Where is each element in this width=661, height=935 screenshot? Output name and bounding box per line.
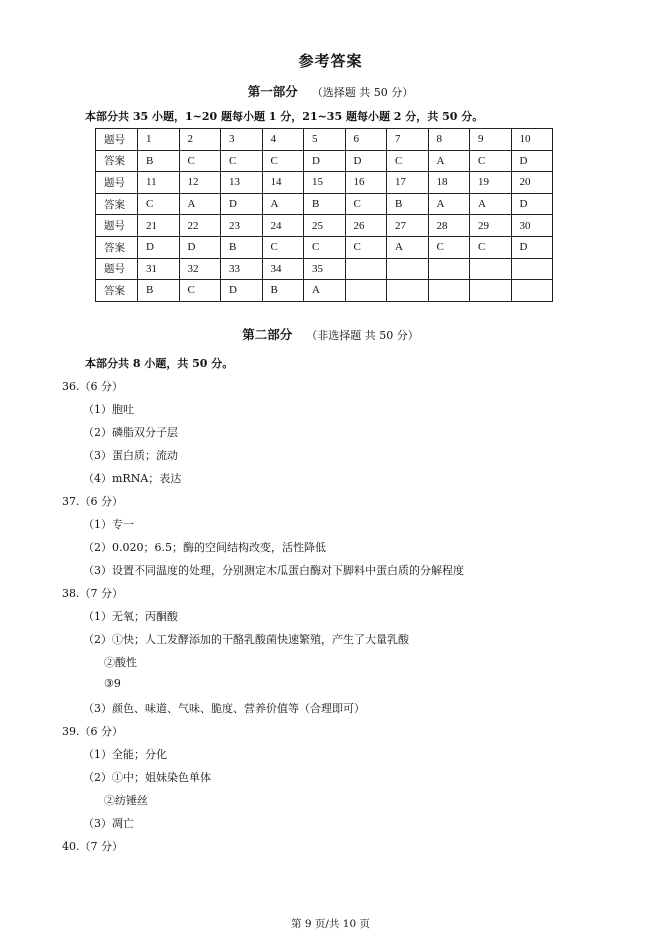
answer-cell: D (221, 280, 263, 302)
question-number-cell: 26 (345, 215, 387, 237)
answer-cell (511, 280, 553, 302)
question-number-cell: 24 (262, 215, 304, 237)
answer-table (95, 128, 553, 302)
question-number-cell: 21 (138, 215, 180, 237)
row-label: 题号 (96, 258, 138, 280)
answer-line: （2）0.020；6.5；酶的空间结构改变，活性降低 (83, 541, 326, 554)
answer-cell: C (345, 193, 387, 215)
answer-cell: C (304, 236, 346, 258)
part2-instruction: 本部分共 8 小题，共 50 分。 (85, 357, 234, 370)
page-footer: 第 9 页/共 10 页 (291, 918, 370, 930)
question-number-cell: 27 (387, 215, 429, 237)
row-label: 题号 (96, 215, 138, 237)
question-number-row (96, 215, 553, 237)
answer-row (96, 280, 553, 302)
answer-line: （1）全能；分化 (83, 748, 167, 761)
question-number-cell: 1 (138, 129, 180, 151)
answer-row (96, 150, 553, 172)
answer-cell: B (138, 150, 180, 172)
question-number-cell: 17 (387, 172, 429, 194)
part2-heading-row (0, 325, 661, 343)
row-label: 答案 (96, 193, 138, 215)
answer-cell (387, 280, 429, 302)
question-number-cell: 13 (221, 172, 263, 194)
row-label: 题号 (96, 129, 138, 151)
answer-line: ②纺锤丝 (104, 794, 148, 807)
answer-cell (428, 280, 470, 302)
answer-cell: D (138, 236, 180, 258)
question-number-row (96, 129, 553, 151)
part2-heading: 第二部分 (242, 327, 293, 342)
answer-line: ③9 (104, 677, 121, 690)
answer-line: （2）①快；人工发酵添加的干酪乳酸菌快速繁殖，产生了大量乳酸 (83, 633, 409, 646)
row-label: 题号 (96, 172, 138, 194)
question-number-cell: 30 (511, 215, 553, 237)
question-number-cell (345, 258, 387, 280)
answer-cell: D (511, 236, 553, 258)
question-number-cell: 34 (262, 258, 304, 280)
answer-cell: D (179, 236, 221, 258)
answer-cell: D (345, 150, 387, 172)
answer-row (96, 193, 553, 215)
question-number-row (96, 258, 553, 280)
question-number-cell: 12 (179, 172, 221, 194)
answer-cell: B (138, 280, 180, 302)
row-label: 答案 (96, 150, 138, 172)
question-number-cell: 2 (179, 129, 221, 151)
page-title: 参考答案 (298, 52, 363, 70)
answer-cell: C (470, 236, 512, 258)
answer-line: ②酸性 (104, 656, 137, 669)
answer-cell: C (345, 236, 387, 258)
question-number-cell (470, 258, 512, 280)
answer-row (96, 236, 553, 258)
question-number-cell (387, 258, 429, 280)
answer-cell: B (304, 193, 346, 215)
row-label: 答案 (96, 236, 138, 258)
question-number-cell: 28 (428, 215, 470, 237)
question-number-cell: 33 (221, 258, 263, 280)
question-number-cell: 20 (511, 172, 553, 194)
question-number-cell: 6 (345, 129, 387, 151)
question-number-cell: 29 (470, 215, 512, 237)
answer-cell: D (304, 150, 346, 172)
question-number-cell: 3 (221, 129, 263, 151)
question-number-cell: 14 (262, 172, 304, 194)
question-header: 38.（7 分） (62, 587, 123, 600)
answer-cell: C (138, 193, 180, 215)
question-number-cell: 15 (304, 172, 346, 194)
answer-cell: B (262, 280, 304, 302)
answer-cell: C (221, 150, 263, 172)
question-header: 37.（6 分） (62, 495, 123, 508)
answer-cell: A (304, 280, 346, 302)
question-number-cell (428, 258, 470, 280)
answer-cell: D (511, 193, 553, 215)
answer-cell: A (262, 193, 304, 215)
answer-cell: A (179, 193, 221, 215)
answer-line: （1）无氧；丙酮酸 (83, 610, 178, 623)
question-number-cell: 10 (511, 129, 553, 151)
question-number-cell: 5 (304, 129, 346, 151)
answer-cell: C (179, 150, 221, 172)
question-number-cell: 9 (470, 129, 512, 151)
question-number-cell: 35 (304, 258, 346, 280)
answer-cell: C (262, 236, 304, 258)
answer-line: （1）胞吐 (83, 403, 134, 416)
question-number-cell: 11 (138, 172, 180, 194)
answer-cell: A (387, 236, 429, 258)
part1-instruction: 本部分共 35 小题，1~20 题每小题 1 分，21~35 题每小题 2 分，共 50 分。 (85, 110, 484, 123)
answer-line: （2）①中；姐妹染色单体 (83, 771, 211, 784)
answer-cell: C (179, 280, 221, 302)
answer-cell: D (511, 150, 553, 172)
answer-cell: A (470, 193, 512, 215)
question-number-cell: 4 (262, 129, 304, 151)
answer-line: （1）专一 (83, 518, 134, 531)
answer-cell: C (470, 150, 512, 172)
part2-note: （非选择题 共 50 分） (306, 329, 419, 342)
question-number-cell: 22 (179, 215, 221, 237)
answer-cell: C (262, 150, 304, 172)
question-number-cell: 32 (179, 258, 221, 280)
answer-line: （2）磷脂双分子层 (83, 426, 178, 439)
part1-heading-row (0, 82, 661, 100)
question-number-cell: 18 (428, 172, 470, 194)
answer-cell: D (221, 193, 263, 215)
question-number-cell: 25 (304, 215, 346, 237)
answer-line: （3）设置不同温度的处理，分别测定木瓜蛋白酶对下脚料中蛋白质的分解程度 (83, 564, 464, 577)
answer-cell: A (428, 150, 470, 172)
question-number-cell: 19 (470, 172, 512, 194)
part1-note: （选择题 共 50 分） (311, 86, 414, 99)
answer-cell (345, 280, 387, 302)
question-number-cell: 16 (345, 172, 387, 194)
answer-cell: A (428, 193, 470, 215)
answer-line: （3）凋亡 (83, 817, 134, 830)
answer-cell: B (221, 236, 263, 258)
question-number-cell: 23 (221, 215, 263, 237)
answer-cell (470, 280, 512, 302)
row-label: 答案 (96, 280, 138, 302)
answer-line: （3）颜色、味道、气味、脆度、营养价值等（合理即可） (83, 702, 365, 715)
question-number-cell (511, 258, 553, 280)
answer-line: （3）蛋白质；流动 (83, 449, 178, 462)
answer-cell: C (387, 150, 429, 172)
question-header: 36.（6 分） (62, 380, 123, 393)
question-header: 39.（6 分） (62, 725, 123, 738)
question-number-cell: 31 (138, 258, 180, 280)
question-number-cell: 8 (428, 129, 470, 151)
question-number-row (96, 172, 553, 194)
question-header: 40.（7 分） (62, 840, 123, 853)
question-number-cell: 7 (387, 129, 429, 151)
part1-heading: 第一部分 (247, 84, 298, 99)
answer-line: （4）mRNA；表达 (83, 472, 182, 485)
answer-cell: C (428, 236, 470, 258)
answer-cell: B (387, 193, 429, 215)
